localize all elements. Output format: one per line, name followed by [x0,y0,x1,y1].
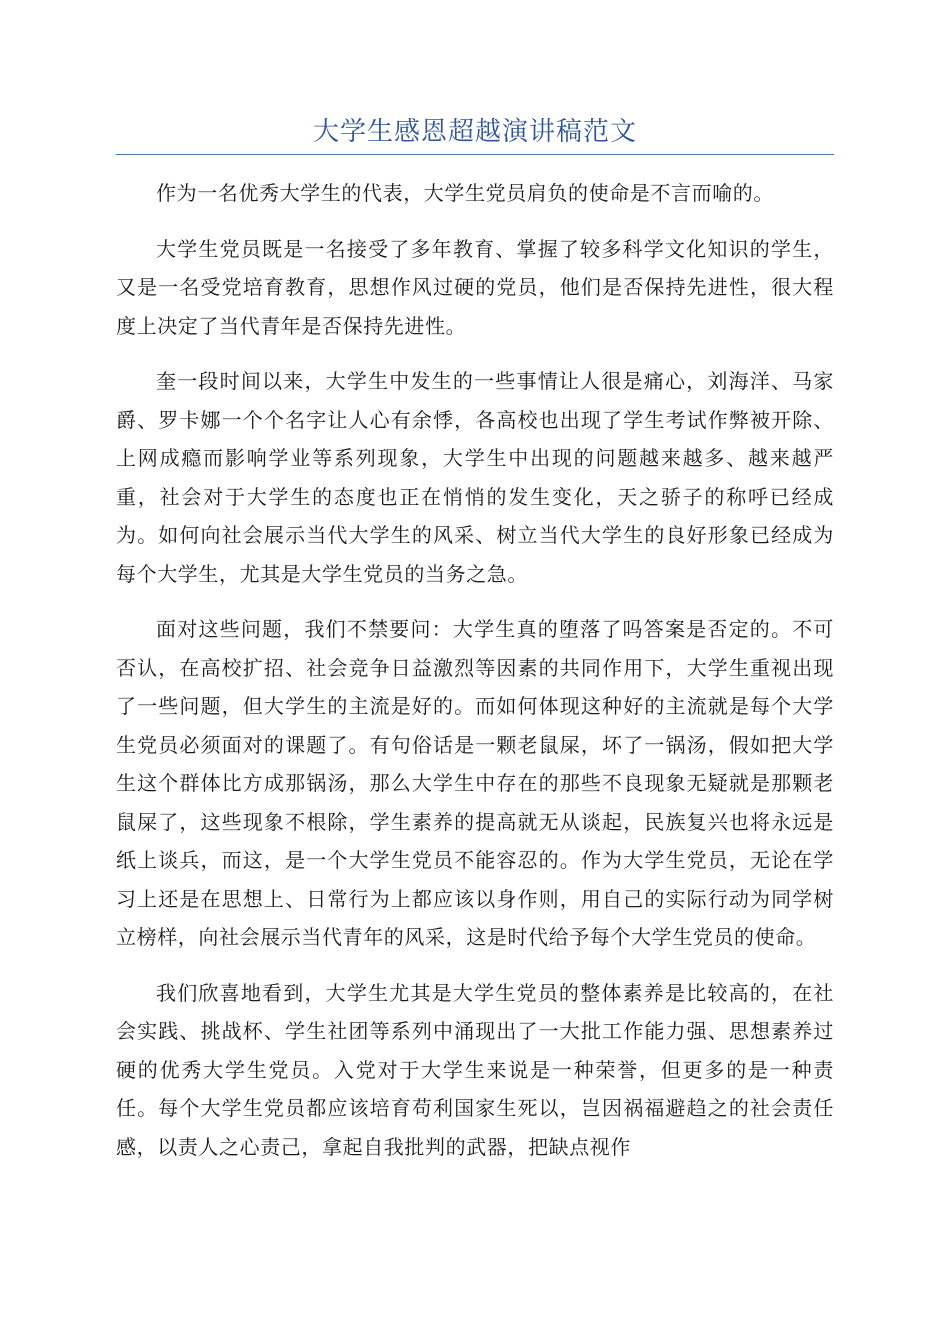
paragraph: 作为一名优秀大学生的代表，大学生党员肩负的使命是不言而喻的。 [156,181,774,205]
paragraph: 奎一段时间以来，大学生中发生的一些事情让人很是痛心，刘海洋、马家爵、罗卡娜一个个名字让人心有余悸，各高校也出现了学生考试作弊被开除、上网成瘾而影响学业等系列现象，大学生中出现的问题越来越多、越来越严重，社会对于大学生的态度也正在悄悄的发生变化，天之骄子的称呼已经成为。如何向社会展示当代大学生的风采、树立当代大学生的良好形象已经成为每个大学生，尤其是大学生党员的当务之急。 [116,369,834,586]
paragraph: 我们欣喜地看到，大学生尤其是大学生党员的整体素养是比较高的，在社会实践、挑战杯、学生社团等系列中涌现出了一大批工作能力强、思想素养过硬的优秀大学生党员。入党对于大学生来说是一种荣誉，但更多的是一种责任。每个大学生党员都应该培育苟利国家生死以，岂因祸福避趋之的社会责任感，以责人之心责己，拿起自我批判的武器，把缺点视作 [116,980,834,1159]
document-title: 大学生感恩超越演讲稿范文 [312,117,637,147]
paragraph: 大学生党员既是一名接受了多年教育、掌握了较多科学文化知识的学生，又是一名受党培育教育，思想作风过硬的党员，他们是否保持先进性，很大程度上决定了当代青年是否保持先进性。 [116,236,834,338]
document-body [116,174,834,1183]
title-underline [116,154,834,155]
paragraph: 面对这些问题，我们不禁要问：大学生真的堕落了吗答案是否定的。不可否认，在高校扩招、社会竞争日益激烈等因素的共同作用下，大学生重视出现了一些问题，但大学生的主流是好的。而如何体现这种好的主流就是每个大学生党员必须面对的课题了。有句俗话是一颗老鼠屎，坏了一锅汤，假如把大学生这个群体比方成那锅汤，那么大学生中存在的那些不良现象无疑就是那颗老鼠屎了，这些现象不根除，学生素养的提高就无从谈起，民族复兴也将永远是纸上谈兵，而这，是一个大学生党员不能容忍的。作为大学生党员，无论在学习上还是在思想上、日常行为上都应该以身作则，用自己的实际行动为同学树立榜样，向社会展示当代青年的风采，这是时代给予每个大学生党员的使命。 [116,617,834,949]
